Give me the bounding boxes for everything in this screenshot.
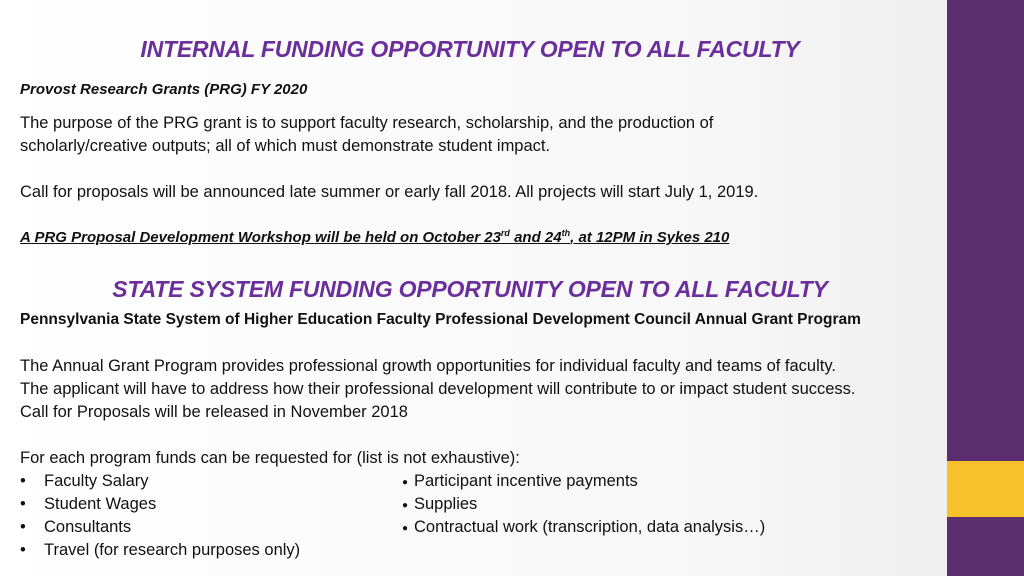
list-item: • Travel (for research purposes only) (20, 541, 301, 559)
prg-subtitle: Provost Research Grants (PRG) FY 2020 (20, 81, 308, 98)
list-item: ● Participant incentive payments (402, 472, 638, 490)
state-desc-line-3: Call for Proposals will be released in November 2018 (20, 403, 408, 421)
state-program-title: Pennsylvania State System of Higher Education Faculty Professional Development Council Annual Grant Program (20, 311, 861, 328)
list-item: • Consultants (20, 518, 132, 536)
list-item: • Faculty Salary (20, 472, 149, 490)
state-heading: STATE SYSTEM FUNDING OPPORTUNITY OPEN TO ALL FACULTY (112, 276, 828, 302)
prg-purpose-line-2: scholarly/creative outputs; all of which must demonstrate student impact. (20, 137, 551, 155)
list-item: • Student Wages (20, 495, 157, 513)
list-item: ● Supplies (402, 495, 478, 513)
state-desc-line-2: The applicant will have to address how their professional development will contribute to or impact student success. (20, 380, 856, 398)
sidebar-gold-accent (947, 461, 1024, 517)
funds-list-intro: For each program funds can be requested for (list is not exhaustive): (20, 449, 520, 467)
state-desc-line-1: The Annual Grant Program provides professional growth opportunities for individual faculty and teams of faculty. (20, 357, 836, 375)
internal-heading: INTERNAL FUNDING OPPORTUNITY OPEN TO ALL FACULTY (140, 36, 800, 62)
prg-purpose-line-1: The purpose of the PRG grant is to support faculty research, scholarship, and the production of (20, 114, 714, 132)
list-item: ● Contractual work (transcription, data analysis…) (402, 518, 766, 536)
prg-workshop-notice: A PRG Proposal Development Workshop will be held on October 23rd and 24th, at 12PM in Sykes 210 (20, 228, 730, 246)
prg-call-text: Call for proposals will be announced late summer or early fall 2018. All projects will start July 1, 2019. (20, 183, 759, 201)
